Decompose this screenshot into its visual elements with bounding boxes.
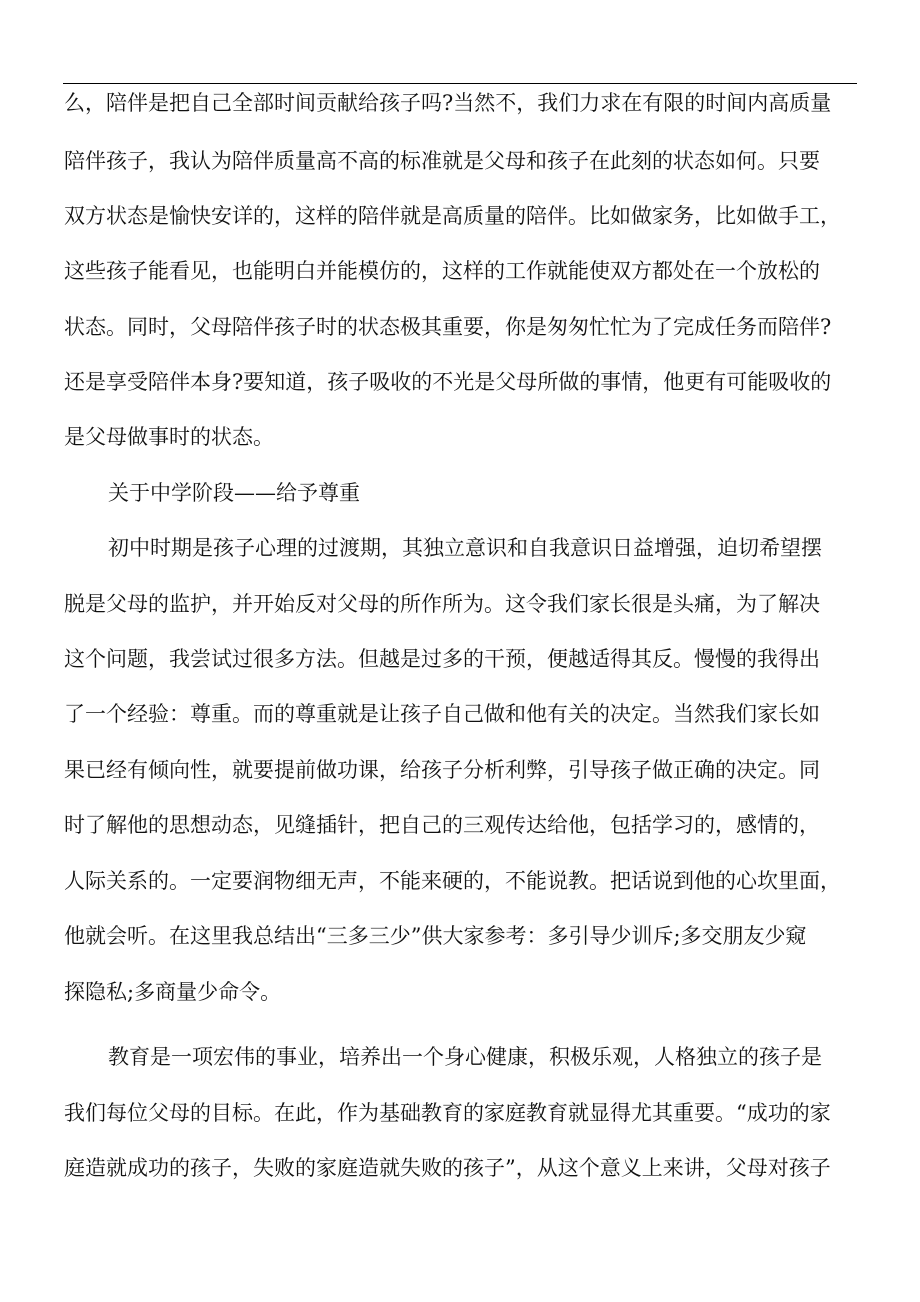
body-line: 人际关系的。一定要润物细无声，不能来硬的，不能说教。把话说到他的心坎里面， <box>64 869 841 893</box>
body-line: 他就会听。在这里我总结出“三多三少”供大家参考：多引导少训斥;多交朋友少窥 <box>64 924 807 948</box>
body-line: 双方状态是愉快安详的，这样的陪伴就是高质量的陪伴。比如做家务，比如做手工， <box>64 204 841 228</box>
body-line: 时了解他的思想动态，见缝插针，把自己的三观传达给他，包括学习的，感情的， <box>64 813 820 837</box>
body-line: 庭造就成功的孩子，失败的家庭造就失败的孩子”，从这个意义上来讲，父母对孩子 <box>64 1156 831 1180</box>
body-line: 果已经有倾向性，就要提前做功课，给孩子分析利弊，引导孩子做正确的决定。同 <box>64 758 820 782</box>
paragraph-first-line: 初中时期是孩子心理的过渡期，其独立意识和自我意识日益增强，迫切希望摆 <box>108 536 822 560</box>
section-heading: 关于中学阶段——给予尊重 <box>108 481 360 505</box>
body-line: 这个问题，我尝试过很多方法。但越是过多的干预，便越适得其反。慢慢的我得出 <box>64 647 820 671</box>
body-line: 这些孩子能看见，也能明白并能模仿的，这样的工作就能使双方都处在一个放松的 <box>64 259 820 283</box>
body-line: 陪伴孩子，我认为陪伴质量高不高的标准就是父母和孩子在此刻的状态如何。只要 <box>64 149 820 173</box>
paragraph-first-line: 教育是一项宏伟的事业，培养出一个身心健康，积极乐观，人格独立的孩子是 <box>108 1045 822 1069</box>
body-line: 还是享受陪伴本身?要知道，孩子吸收的不光是父母所做的事情，他更有可能吸收的 <box>64 370 832 394</box>
body-line: 我们每位父母的目标。在此，作为基础教育的家庭教育就显得尤其重要。“成功的家 <box>64 1101 831 1125</box>
header-rule <box>63 83 857 84</box>
body-line: 探隐私;多商量少命令。 <box>64 980 282 1004</box>
body-line: 状态。同时，父母陪伴孩子时的状态极其重要，你是匆匆忙忙为了完成任务而陪伴? <box>64 315 832 339</box>
body-line: 脱是父母的监护，并开始反对父母的所作所为。这令我们家长很是头痛，为了解决 <box>64 592 820 616</box>
body-line: 了一个经验：尊重。而的尊重就是让孩子自己做和他有关的决定。当然我们家长如 <box>64 702 820 726</box>
body-line: 是父母做事时的状态。 <box>64 425 274 449</box>
body-line: 么，陪伴是把自己全部时间贡献给孩子吗?当然不，我们力求在有限的时间内高质量 <box>64 91 832 115</box>
